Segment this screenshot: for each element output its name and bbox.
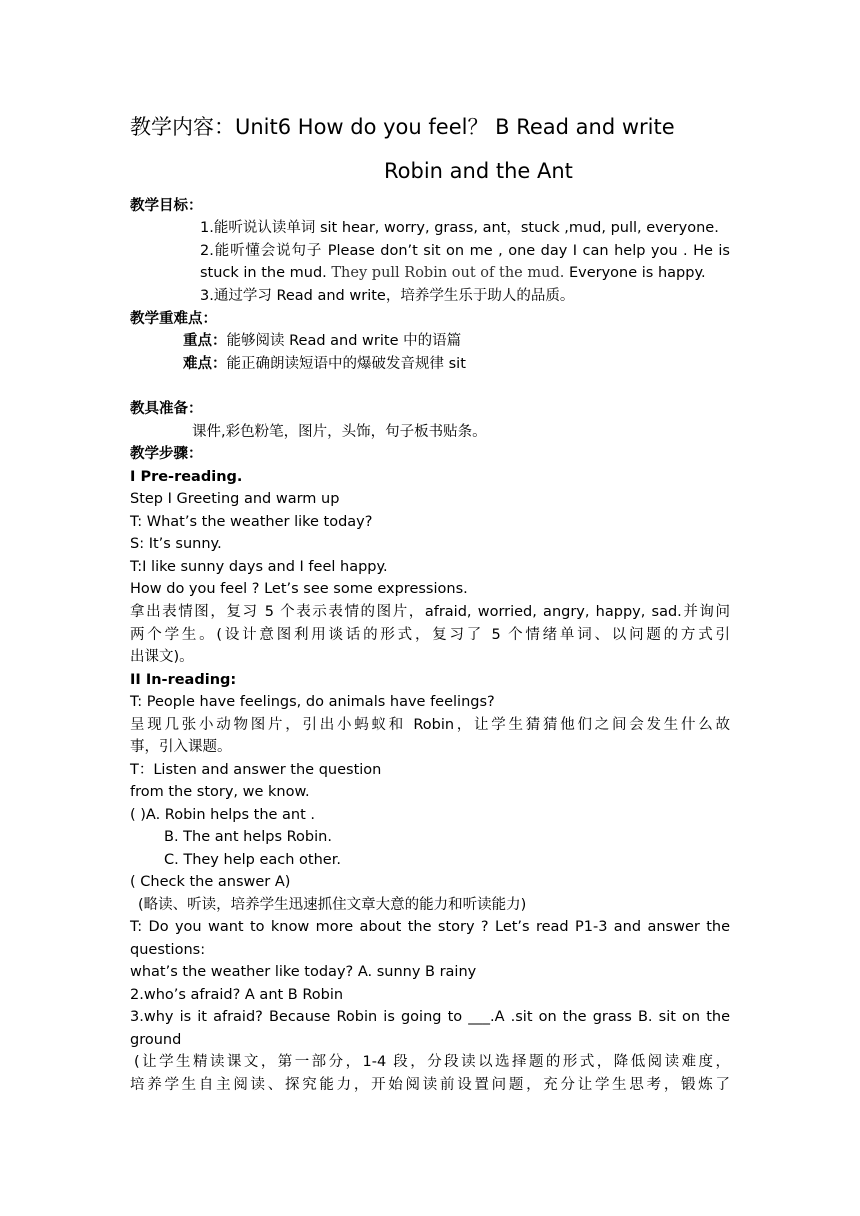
objectives-heading: 教学目标： [130, 198, 203, 214]
objective-item-1: 1.能听说认读单词 sit hear, worry, grass, ant，stuck ,mud, pull, everyone. [200, 220, 719, 236]
question-option-a: ( )A. Robin helps the ant . [130, 807, 316, 823]
question-option-c: C. They help each other. [164, 852, 341, 868]
step-line: from the story, we know. [130, 784, 310, 800]
question-option-b: B. The ant helps Robin. [164, 829, 332, 845]
objective-sentence-b: They pull Robin out of the mud. [331, 265, 565, 281]
keypoint-line [183, 330, 730, 352]
difficulty-line [183, 353, 730, 375]
keypoint-label: 重点： [183, 333, 227, 349]
step-line: T: What’s the weather like today? [130, 514, 373, 530]
steps-heading: 教学步骤： [130, 446, 203, 462]
step-line: ground [130, 1032, 182, 1048]
step-line: How do you feel ? Let’s see some expressions. [130, 581, 468, 597]
design-note: 培养学生自主阅读、探究能力，开始阅读前设置问题，充分让学生思考，锻炼了 [130, 1077, 730, 1093]
step-line: questions: [130, 942, 206, 958]
step-line: ( Check the answer A) [130, 874, 291, 890]
step-line: T:I like sunny days and I feel happy. [130, 559, 388, 575]
step-line: 拿出表情图，复习 5 个表示表情的图片，afraid, worried, angry, happy, sad.并询问 [130, 604, 730, 620]
step-line: S: It’s sunny. [130, 536, 222, 552]
design-note: (略读、听读，培养学生迅速抓住文章大意的能力和听读能力) [138, 897, 527, 913]
objective-item-2-cont [200, 262, 730, 284]
step-line: T：Listen and answer the question [130, 762, 382, 778]
step-line: what’s the weather like today? A. sunny B rainy [130, 964, 477, 980]
design-note: (让学生精读课文，第一部分，1-4 段，分段读以选择题的形式，降低阅读难度， [134, 1054, 730, 1070]
section-pre-reading: I Pre-reading. [130, 469, 243, 485]
materials-text: 课件,彩色粉笔，图片，头饰，句子板书贴条。 [192, 424, 487, 440]
step-line: T: Do you want to know more about the story ? Let’s read P1-3 and answer the [130, 919, 730, 935]
lesson-title: 教学内容：Unit6 How do you feel？ B Read and write [130, 115, 675, 139]
materials-heading: 教具准备： [130, 401, 203, 417]
step-line: Step I Greeting and warm up [130, 491, 340, 507]
step-line: 出课文)。 [130, 649, 194, 665]
lesson-subtitle: Robin and the Ant [384, 159, 573, 183]
step-line: 3.why is it afraid? Because Robin is going to ___.A .sit on the grass B. sit on the [130, 1009, 730, 1025]
step-line: 呈现几张小动物图片，引出小蚂蚁和 Robin，让学生猜猜他们之间会发生什么故 [130, 717, 730, 733]
step-line: 事，引入课题。 [130, 739, 232, 755]
keypoints-heading: 教学重难点： [130, 311, 217, 327]
keypoint-text: 能够阅读 Read and write 中的语篇 [226, 333, 462, 349]
objective-sentence-a: stuck in the mud. [200, 265, 327, 281]
objective-sentence-c: Everyone is happy. [568, 265, 706, 281]
step-line: 2.who’s afraid? A ant B Robin [130, 987, 344, 1003]
section-in-reading: II In-reading: [130, 672, 237, 688]
step-line: 两个学生。(设计意图利用谈话的形式，复习了 5 个情绪单词、以问题的方式引 [130, 627, 730, 643]
objective-item-2: 2.能听懂会说句子 Please don’t sit on me , one day I can help you . He is [200, 243, 730, 259]
step-line: T: People have feelings, do animals have feelings? [130, 694, 495, 710]
difficulty-text: 能正确朗读短语中的爆破发音规律 sit [226, 356, 466, 372]
objective-item-3: 3.通过学习 Read and write，培养学生乐于助人的品质。 [200, 288, 575, 304]
difficulty-label: 难点： [183, 356, 227, 372]
